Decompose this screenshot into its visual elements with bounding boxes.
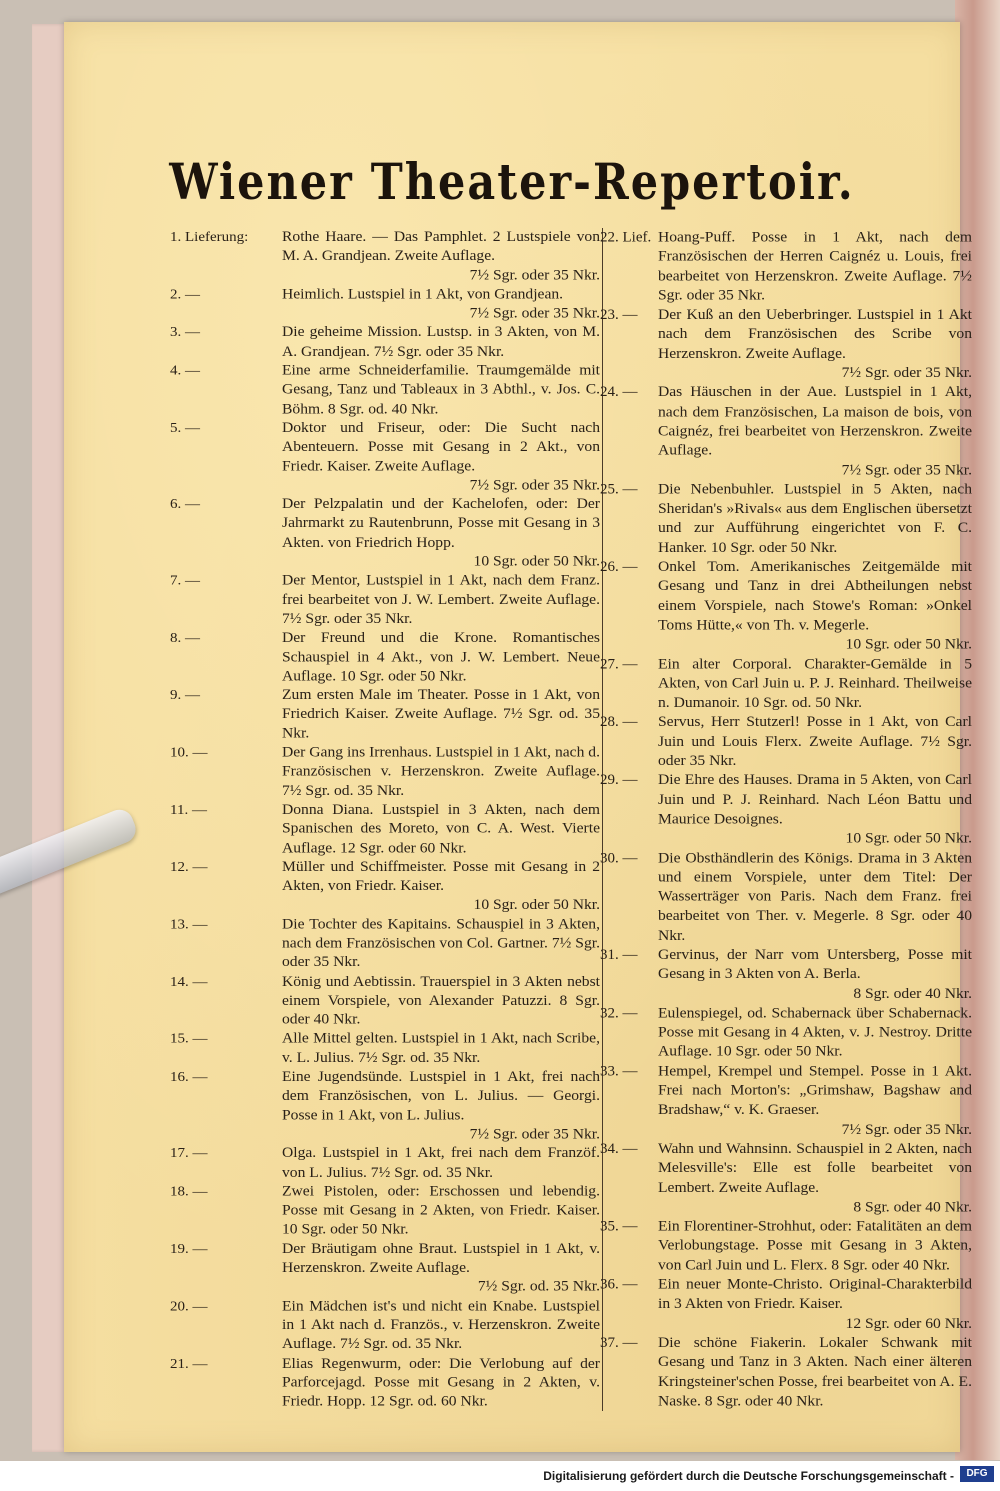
entry-number: 33. — (600, 1063, 638, 1080)
entry-number: 16. — (170, 1069, 208, 1085)
entry-text: Onkel Tom. Amerikanisches Zeitgemälde mit Gesang und Tanz in drei Abtheilungen nebst einem Vorspiele, nach Stowe's Roman: »Onkel Toms Hütte,« von Th. v. Megerle. (658, 558, 972, 634)
catalog-entry (170, 495, 600, 571)
entry-price: 10 Sgr. oder 50 Nkr. (473, 896, 600, 913)
catalog-entry (170, 972, 600, 1029)
catalog-entry (170, 629, 600, 686)
catalog-entry (170, 1182, 600, 1239)
catalog-entry (170, 801, 600, 858)
catalog-entry (600, 480, 972, 558)
entry-text: Müller und Schiffmeister. Posse mit Gesang in 2 Akten, von Friedr. Kaiser. (282, 858, 600, 894)
entry-number: 10. — (170, 745, 208, 761)
entry-description (282, 362, 600, 419)
entry-number: 28. — (600, 714, 638, 731)
entry-description (282, 495, 600, 571)
entry-text: Ein alter Corporal. Charakter-Gemälde in 5 Akten, von Carl Juin u. P. J. Reinhard. Theilweise n. Dumanoir. 10 Sgr. od. 50 Nkr. (658, 655, 972, 711)
entry-number: 18. — (170, 1184, 208, 1200)
entry-text: Hoang-Puff. Posse in 1 Akt, nach dem Französischen der Herren Caignéz u. Louis, frei bearbeitet von Herzenskron. Zweite Auflage. 7½ Sgr. oder 35 Nkr. (658, 228, 972, 304)
catalog-entry (170, 743, 600, 800)
entry-price: 7½ Sgr. od. 35 Nkr. (477, 1278, 600, 1295)
entry-text: Die geheime Mission. Lustsp. in 3 Akten, von M. A. Grandjean. 7½ Sgr. oder 35 Nkr. (282, 324, 600, 360)
entry-description (282, 858, 600, 915)
entry-description (282, 1240, 600, 1297)
entry-text: Der Kuß an den Ueberbringer. Lustspiel in 1 Akt nach dem Französischen des Scribe von Herzenskron. Zweite Auflage. (658, 306, 972, 362)
entry-description (282, 1144, 600, 1182)
entry-text: Olga. Lustspiel in 1 Akt, frei nach dem Franzöf. von L. Julius. 7½ Sgr. od. 35 Nkr. (282, 1145, 600, 1181)
entry-text: Elias Regenwurm, oder: Die Verlobung auf der Parforcejagd. Posse mit Gesang in 2 Akten, v. Friedr. Hopp. 12 Sgr. od. 60 Nkr. (282, 1355, 600, 1410)
entry-price: 8 Sgr. oder 40 Nkr. (853, 1198, 972, 1215)
entry-text: Das Häuschen in der Aue. Lustspiel in 1 Akt, nach dem Französischen, La maison de bois, von Caignéz, frei bearbeitet von Herzenskron. Zweite Auflage. (658, 384, 972, 459)
entry-number: 12. — (170, 859, 208, 875)
entry-number: 23. — (600, 307, 638, 323)
entry-text: Der Pelzpalatin und der Kachelofen, oder: Der Jahrmarkt zu Rautenbrunn, Posse mit Gesang in 3 Akten. von Friedrich Hopp. (282, 496, 600, 551)
entry-number: 9. — (170, 687, 200, 704)
catalog-entry (600, 1004, 972, 1062)
entry-price: 10 Sgr. oder 50 Nkr. (473, 553, 600, 570)
catalog-entry (600, 946, 972, 1004)
entry-text: Zum ersten Male im Theater. Posse in 1 Akt, von Friedrich Kaiser. Zweite Auflage. 7½ Sgr. od. 35 Nkr. (282, 687, 600, 742)
entry-description (282, 419, 600, 495)
entry-price: 8 Sgr. oder 40 Nkr. (853, 985, 972, 1002)
entry-description (658, 655, 972, 713)
entry-price: 7½ Sgr. oder 35 Nkr. (469, 267, 600, 284)
catalog-entry (600, 1275, 972, 1333)
catalog-entry (170, 1240, 600, 1297)
entry-number: 21. — (170, 1356, 208, 1372)
entry-description (658, 1217, 972, 1275)
entry-description (658, 713, 972, 771)
catalog-entry (170, 572, 600, 629)
entry-number: 25. — (600, 482, 638, 498)
entry-description (658, 228, 972, 306)
entry-number: 15. — (170, 1031, 208, 1047)
entry-text: Heimlich. Lustspiel in 1 Akt, von Grandjean. (282, 286, 564, 303)
entry-price: 7½ Sgr. oder 35 Nkr. (841, 1121, 972, 1138)
entry-description (658, 1004, 972, 1062)
entry-text: Wahn und Wahnsinn. Schauspiel in 2 Akten, nach Melesville's: Elle est folle bearbeitet von Lembert. Zweite Auflage. (658, 1140, 972, 1196)
entry-text: Alle Mittel gelten. Lustspiel in 1 Akt, nach Scribe, v. L. Julius. 7½ Sgr. od. 35 Nkr. (282, 1030, 600, 1066)
entry-text: Der Mentor, Lustspiel in 1 Akt, nach dem Franz. frei bearbeitet von J. W. Lembert. Zweite Auflage. 7½ Sgr. oder 35 Nkr. (282, 572, 600, 627)
entry-price: 7½ Sgr. oder 35 Nkr. (469, 305, 600, 322)
entry-number: 22. Lief. (600, 229, 652, 246)
catalog-entry (600, 849, 972, 946)
entry-text: Die Nebenbuhler. Lustspiel in 5 Akten, nach Sheridan's »Rivals« aus dem Englischen übersetzt und zur Aufführung eingerichtet von F. C. Hanker. 10 Sgr. oder 50 Nkr. (658, 481, 972, 556)
entry-description (282, 228, 600, 285)
entry-description (282, 1030, 600, 1068)
entry-text: Hempel, Krempel und Stempel. Posse in 1 Akt. Frei nach Morton's: „Grimshaw, Bagshaw and Bradshaw,“ v. K. Graeser. (658, 1062, 972, 1119)
entry-number: 17. — (170, 1146, 208, 1162)
entry-text: Eine arme Schneiderfamilie. Traumgemälde mit Gesang, Tanz und Tableaux in 3 Abthl., v. Jos. C. Böhm. 8 Sgr. od. 40 Nkr. (282, 362, 600, 417)
entry-description (282, 285, 600, 323)
entry-description (658, 1140, 972, 1218)
entry-price: 7½ Sgr. oder 35 Nkr. (841, 364, 972, 381)
catalog-entry (600, 558, 972, 655)
entry-text: Der Gang ins Irrenhaus. Lustspiel in 1 Akt, nach d. Französischen v. Herzenskron. Zweite Auflage. 7½ Sgr. od. 35 Nkr. (282, 744, 600, 799)
entry-description (658, 771, 972, 849)
entry-description (658, 1334, 972, 1412)
entry-price: 12 Sgr. oder 60 Nkr. (845, 1315, 972, 1332)
entry-price: 10 Sgr. oder 50 Nkr. (845, 830, 972, 847)
entry-number: 7. — (170, 573, 200, 589)
catalog-entry (170, 858, 600, 915)
entry-number: 29. — (600, 772, 638, 789)
catalog-entry (600, 713, 972, 771)
catalog-entry (600, 1140, 972, 1218)
catalog-entry (170, 915, 600, 972)
entry-text: Die Obsthändlerin des Königs. Drama in 3 Akten und einem Vorspiele, unter dem Titel: Der Wasserträger von Paris. Nach dem Franz. frei bearbeitet von Ther. v. Megerle. 8 Sgr. oder 40 Nkr. (658, 849, 972, 944)
catalog-entry (170, 1354, 600, 1411)
entry-text: Donna Diana. Lustspiel in 3 Akten, nach dem Spanischen des Moreto, von C. A. West. Vierte Auflage. 12 Sgr. oder 60 Nkr. (282, 801, 600, 856)
entry-number: 5. — (170, 420, 200, 436)
entry-number: 32. — (600, 1005, 638, 1022)
entry-number: 34. — (600, 1141, 638, 1157)
entry-number: 4. — (170, 363, 200, 379)
entry-description (658, 1275, 972, 1333)
entry-description (658, 306, 972, 384)
dfg-logo: DFG (960, 1466, 994, 1482)
entry-number: 3. — (170, 325, 200, 341)
entry-text: Gervinus, der Narr vom Untersberg, Posse mit Gesang in 3 Akten von A. Berla. (658, 946, 972, 983)
entry-text: Die Tochter des Kapitains. Schauspiel in 3 Akten, nach dem Französischen von Col. Gartner. 7½ Sgr. oder 35 Nkr. (282, 916, 600, 971)
entry-description (658, 383, 972, 480)
entry-text: Die schöne Fiakerin. Lokaler Schwank mit Gesang und Tanz in 3 Akten. Nach einer älteren Kringsteiner'schen Posse, frei bearbeitet von A. E. Naske. 8 Sgr. oder 40 Nkr. (658, 1334, 972, 1409)
entry-number: 24. — (600, 385, 638, 401)
entry-number: 35. — (600, 1219, 638, 1235)
entry-description (282, 629, 600, 686)
catalog-entry (600, 1062, 972, 1140)
entry-number: 13. — (170, 917, 208, 933)
entry-number: 30. — (600, 850, 638, 866)
entry-text: Servus, Herr Stutzerl! Posse in 1 Akt, von Carl Juin und Louis Flerx. Zweite Auflage. 7½ Sgr. oder 35 Nkr. (658, 713, 972, 769)
catalog-entry (600, 228, 972, 306)
catalog-entry (600, 383, 972, 480)
entry-number: 1. Lieferung: (170, 229, 249, 245)
catalog-entry (170, 686, 600, 743)
entry-number: 27. — (600, 656, 638, 672)
catalog-entry (170, 1297, 600, 1354)
entry-description (282, 1354, 600, 1411)
catalog-entry (600, 306, 972, 384)
entry-description (282, 743, 600, 800)
entry-price: 7½ Sgr. oder 35 Nkr. (469, 1126, 600, 1143)
catalog-entry (170, 1068, 600, 1144)
entry-description (282, 915, 600, 972)
footer-credit: Digitalisierung gefördert durch die Deutsche Forschungsgemeinschaft - (543, 1469, 954, 1483)
entry-number: 26. — (600, 559, 638, 575)
entry-text: Ein Mädchen ist's und nicht ein Knabe. Lustspiel in 1 Akt nach d. Französ., v. Herzenskron. Zweite Auflage. 7½ Sgr. od. 35 Nkr. (282, 1297, 600, 1352)
entry-text: Eine Jugendsünde. Lustspiel in 1 Akt, frei nach dem Französischen, von L. Julius. — Georgi. Posse in 1 Akt, von L. Julius. (282, 1068, 600, 1123)
catalog-entry (600, 1334, 972, 1412)
entry-price: 7½ Sgr. oder 35 Nkr. (469, 477, 600, 494)
catalog-entry (170, 228, 600, 285)
catalog-page (64, 22, 972, 1452)
entry-number: 31. — (600, 947, 638, 963)
entry-description (282, 323, 600, 361)
page-title: Wiener Theater-Repertoir. (169, 154, 855, 212)
catalog-entry (600, 1217, 972, 1275)
catalog-entry (170, 1030, 600, 1068)
entry-description (658, 480, 972, 558)
entry-description (282, 1182, 600, 1239)
entry-description (282, 1068, 600, 1144)
entry-number: 36. — (600, 1277, 638, 1293)
entry-description (658, 558, 972, 655)
entry-description (282, 572, 600, 629)
entry-description (658, 849, 972, 946)
footer (0, 1461, 1000, 1491)
catalog-entry (170, 285, 600, 323)
right-column (600, 228, 972, 1411)
entry-text: Eulenspiegel, od. Schabernack über Schabernack. Posse mit Gesang in 4 Akten, v. J. Nestroy. Dritte Auflage. 10 Sgr. oder 50 Nkr. (658, 1004, 972, 1060)
entry-text: Rothe Haare. — Das Pamphlet. 2 Lustspiele von M. A. Grandjean. Zweite Auflage. (282, 228, 600, 265)
entry-number: 2. — (170, 287, 200, 303)
catalog-entry (170, 1144, 600, 1182)
entry-text: König und Aebtissin. Trauerspiel in 3 Akten nebst einem Vorspiele, von Alexander Patuzzi. 8 Sgr. oder 40 Nkr. (282, 973, 600, 1028)
entry-text: Doktor und Friseur, oder: Die Sucht nach Abenteuern. Posse mit Gesang in 2 Akt., von Friedr. Kaiser. Zweite Auflage. (282, 419, 600, 474)
entry-number: 37. — (600, 1335, 638, 1351)
entry-text: Zwei Pistolen, oder: Erschossen und lebendig. Posse mit Gesang in 2 Akten, von Friedr. Kaiser. 10 Sgr. oder 50 Nkr. (282, 1183, 600, 1238)
catalog-entry (170, 323, 600, 361)
entry-number: 11. — (170, 802, 207, 818)
entry-price: 10 Sgr. oder 50 Nkr. (845, 636, 972, 653)
catalog-entry (600, 655, 972, 713)
catalog-entry (170, 362, 600, 419)
entry-number: 19. — (170, 1241, 208, 1257)
entry-text: Die Ehre des Hauses. Drama in 5 Akten, von Carl Juin und P. J. Reinhard. Nach Léon Battu und Maurice Desoignes. (658, 772, 972, 828)
entry-description (658, 1062, 972, 1140)
entry-number: 8. — (170, 630, 200, 646)
entry-text: Ein Florentiner-Strohhut, oder: Fatalitäten an dem Verlobungstage. Posse mit Gesang in 3 Akten, von Carl Juin und L. Flerx. 8 Sgr. oder 40 Nkr. (658, 1218, 972, 1274)
entry-description (282, 1297, 600, 1354)
catalog-entry (600, 771, 972, 849)
catalog-entry (170, 419, 600, 495)
entry-description (658, 946, 972, 1004)
entry-description (282, 972, 600, 1029)
entry-text: Ein neuer Monte-Christo. Original-Charakterbild in 3 Akten von Friedr. Kaiser. (658, 1276, 972, 1312)
entry-number: 14. — (170, 974, 208, 990)
entry-price: 7½ Sgr. oder 35 Nkr. (841, 461, 972, 478)
entry-text: Der Bräutigam ohne Braut. Lustspiel in 1 Akt, v. Herzenskron. Zweite Auflage. (282, 1240, 600, 1276)
entry-number: 20. — (170, 1298, 208, 1314)
entry-number: 6. — (170, 497, 200, 513)
left-column (170, 228, 600, 1411)
entry-text: Der Freund und die Krone. Romantisches Schauspiel in 4 Akt., von J. W. Lembert. Neue Auflage. 10 Sgr. oder 50 Nkr. (282, 629, 600, 684)
entry-description (282, 686, 600, 743)
entry-description (282, 801, 600, 858)
